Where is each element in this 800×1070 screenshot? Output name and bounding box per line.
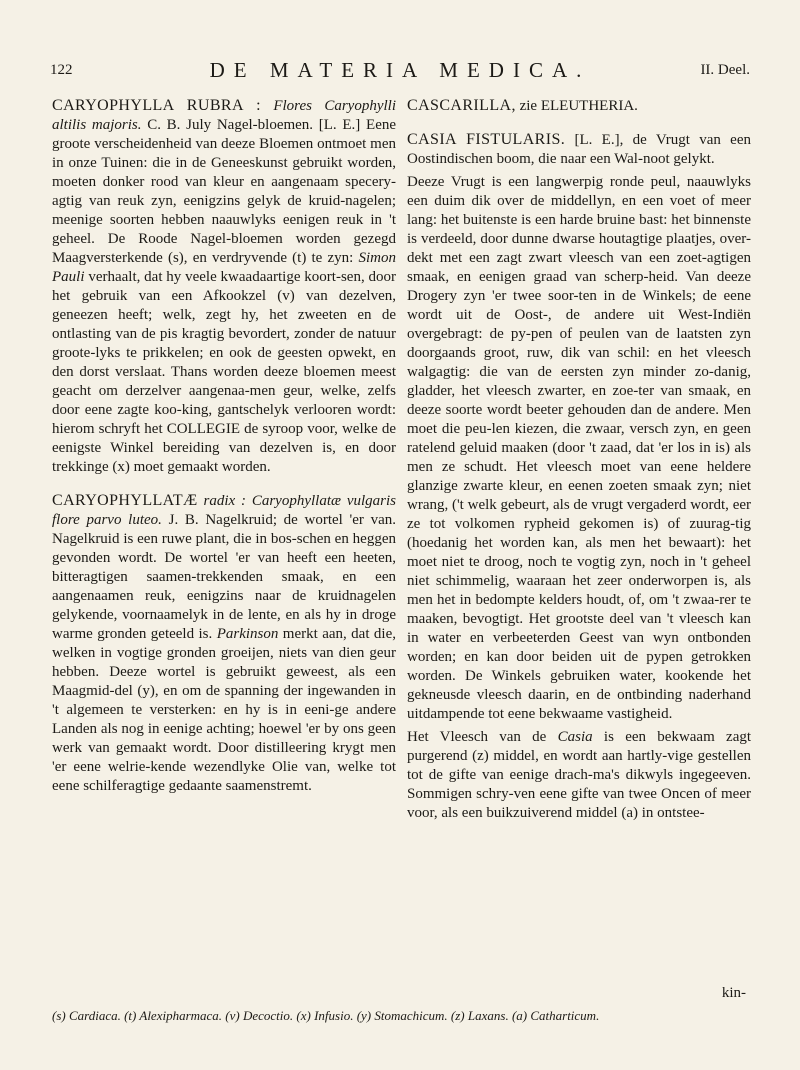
catchword: kin- [721,985,746,1001]
running-head [50,58,750,82]
headword: CASIA FISTULARIS. [407,131,566,148]
latin-name: radix : Caryophyllatæ vulgaris flore parvo luteo. [52,493,397,528]
headword: CASCARILLA, [407,97,516,114]
entry-reference: C. B. July Nagel-bloemen. [L. E.] [147,117,361,133]
entry-reference: J. B. Nagelkruid; de wortel 'er van. [168,512,397,528]
right-column [407,96,751,827]
entry-reference: [L. E.], de Vrugt van een Oostindischen boom, die naar een Wal-noot gelykt. [407,132,751,167]
left-column [52,96,396,800]
latin-name: Casia [557,729,593,745]
footnotes: (s) Cardiaca. (t) Alexipharmaca. (v) Decoctio. (x) Infusio. (y) Stomachicum. (z) Laxans. (a) Catharticum. [52,1008,600,1023]
entry-text [52,491,396,796]
entry-text [52,96,396,477]
author-name: Simon Pauli [52,250,396,285]
entry-cascarilla [407,96,751,116]
headword: CARYOPHYLLATÆ [52,492,198,509]
entry-body: Nagelkruid is een ruwe plant, die in bos-schen en heggen gevonden wordt. De wortel 'er van heeft een heeten, bitteragtigen saamen-trekkenden smaak, en een aangenaamen reuk, eenigzins naar de kruidnagelen gelykende, voornaamelyk in de lente, en als hy in droge warme gronden geteeld is. [52,531,396,642]
entry-body-continued: verhaalt, dat hy veele kwaadaartige koort-sen, door het gebruik van een Afkookzel (v) van dezelven, geneezen heeft; welk, zegt hy, het zweeten en de ontlasting van de pis kragtig bevordert, zonder de natuur groote-lyks te prikkelen; en ook de geesten opwekt, en den dorst verslaat. Thans worden deeze bloemen meest geacht om derzelver aangenaa-men geur, welke, zelfs door eene zagte koo-king, gantschelyk verlooren wordt: hierom schryft het COLLEGIE de syroop voor, welke de eenigste Winkel bereiding van dezelven is, en door trekkinge (x) moet gemaakt worden. [52,269,397,475]
part-label: II. Deel. [700,62,750,78]
headword: CARYOPHYLLA RUBRA : [52,97,261,114]
entry-body-continued: merkt aan, dat die, welken in vogtige gronden groeijen, niets van dien geur hebben. Deeze wortel is gebruikt geweest, als een Maagmid-del (y), en om de spanning der ingewanden in 't algemeen te versterken: en hy is in eeni-ge andere Landen als nog in eenige achting; hoewel 'er by ons geen werk van gemaakt wordt. Door distilleering krygt men 'er eene welrie-kende wezendlyke Olie van, welke tot eene schilferagtige gedaante saamenstremt. [52,626,396,794]
latin-name: Flores Caryophylli altilis majoris. [52,98,397,133]
cross-reference: zie ELEUTHERIA. [519,98,638,114]
entry-body [407,173,751,724]
entry-caryophyllatae [52,491,396,796]
entry-body-lead: Het Vleesch van de [407,729,547,745]
entry-body: Eene groote verscheidenheid van deeze Bloemen ontmoet men in onze Tuinen: die in de Geneeskunst gebruikt worden, moeten donker rood van kleur en aangenaam specery-agtig van reuk zyn, eenigzins gelyk de kruid-nagelen; meenige soorten hebben naauwlyks eenigen reuk in 't geheel. De Roode Nagel-bloemen worden gezegd Maagversterkende (s), en verdryvende (t) te zyn: [52,117,397,266]
author-name: Parkinson [216,626,279,642]
entry-text [407,130,751,169]
entry-text [407,96,751,116]
entry-body-continued [407,728,751,823]
running-title: DE MATERIA MEDICA. [209,58,591,82]
entry-body-text: is een bekwaam zagt purgerend (z) middel, en wordt aan hartly-vige gestellen tot de gifte van eenige drach-ma's dikwyls ingegeeven. Sommigen schry-ven eene gifte van twee Oncen of meer voor, als een buikzuiverend middel (a) in ontstee- [407,729,752,821]
entry-casia-fistularis [407,130,751,823]
entry-caryophylla-rubra [52,96,396,477]
page-number: 122 [50,62,73,78]
entry-body-text: Deeze Vrugt is een langwerpig ronde peul, naauwlyks een duim dik over de middellyn, en een voet of meer lang: het buitenste is een harde bruine bast: het binnenste is verdeeld, door dunne dwarse houtagtige plaatjes, over-dekt met een zagt zwart vleesch van een zoet-agtigen smaak, en eenigen graad van scherp-heid. Van deeze Drogery zyn 'er twee soor-ten in de Winkels; de eene wordt uit de Oost-, de andere uit West-Indiën overgebragt: de py-pen of peulen van de laatsten zyn doorgaands groot, ruw, dik van schil: en het vleesch walgagtig: die van de eersten zyn minder zo-danig, gladder, het vleesch zwarter, en zoe-ter van smaak, en deeze soorte wordt beeter gehouden dan de andere. Men moet die peu-len kiezen, die zwaar, versch zyn, en geen ratelend geluid maaken (door 't zaad, dat 'er los in is) als men ze schudt. Het vleesch moet van eene heldere glanzige zwarte kleur, en eenen zoeten smaak zyn; niet wrang, ('t welk gebeurt, als de vrugt vergaderd wordt, eer ze tot volkomen rypheid gekomen is) of zuurag-tig (hoedanig het worden kan, als men het bewaart): het moet niet te droog, noch te vogtig zyn, noch in 't geheel niet schimmelig, waaraan het zeer onderworpen is, als men het in bedompte kelders houdt, of, om 't zwaa-rer te maaken, bevogtigt. Het grootste deel van 't vleesch kan in water en verbeeterden Geest van wyn ontbonden worden; en kan door beiden uit de pypen getrokken worden. De Winkels gebruiken water, kookende het gekneusde vleesch daarin, en de ontbinding naderhand uitdampende tot eene bekwaame vastigheid. [407,174,751,722]
